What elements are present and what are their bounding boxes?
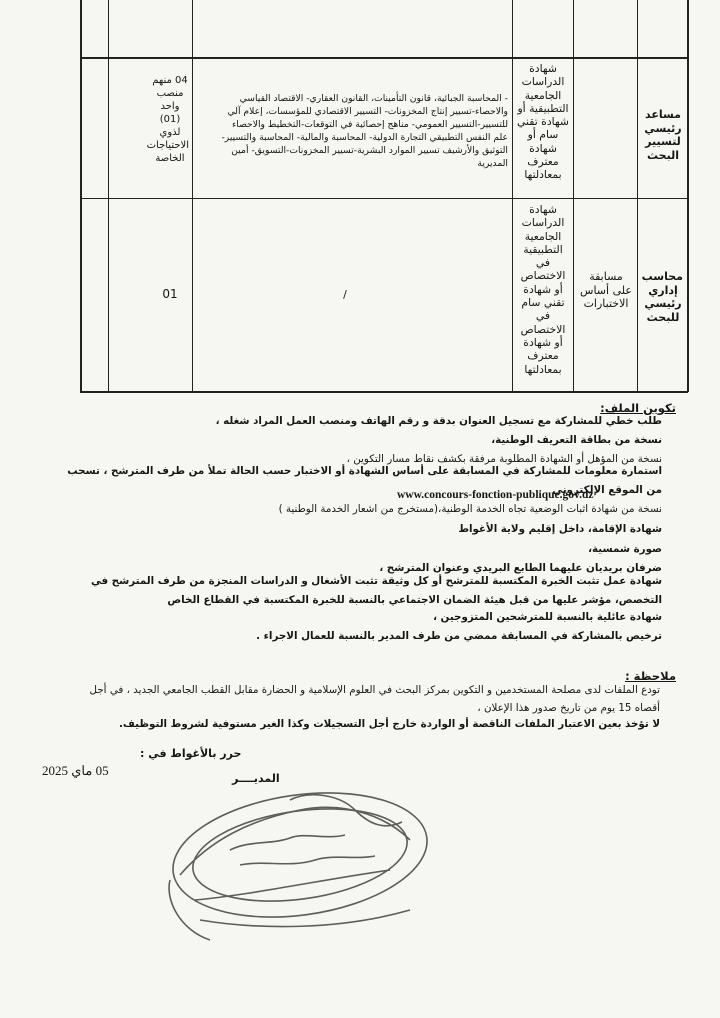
- website-link[interactable]: www.concours-fonction-publique.gov.dz: [397, 489, 594, 501]
- row1-specialties: - المحاسبة الجبائية، قانون التأمينات، القانون العقاري- الاقتصاد القياسي والاحصاء-تسيير إنتاج المخزونات- التسيير الاقتصادي للمؤسسات، إعلام آلي للتسيير-التسيير العمومي- مناهج إحصائية في التوقعات-التخطيط والاحصاء علم النفس التطبيقي التجارة الدولية- المحاسبة والمالية- المحاسبة والتسيير-التوثيق والأرشيف تسيير الموارد البشرية-تسيير المخزونات-التسويق- أمين المديرية: [221, 93, 508, 169]
- row1-posts: 04 منهم منصب واحد (01) لذوي الاحتياجات الخاصة: [146, 75, 189, 164]
- row2-qualification: شهادة الدراسات الجامعية التطبيقية في الاختصاص أو شهادة تقني سام في الاختصاص أو شهادة معترف بمعادلتها: [520, 203, 566, 376]
- file-item-1: طلب خطي للمشاركة مع تسجيل العنوان بدقة و رقم الهاتف ومنصب العمل المراد شغله ،: [215, 415, 662, 427]
- file-item-11: ترخيص بالمشاركة في المسابقة ممضي من طرف المدير بالنسبة للعمال الاجراء .: [256, 630, 662, 642]
- row2-posts: 01: [162, 287, 178, 301]
- file-item-8: ضرفان بريديان عليهما الطابع البريدي وعنوان المترشح ،: [379, 562, 662, 574]
- file-item-2: نسخة من بطاقة التعريف الوطنية،: [491, 434, 662, 446]
- file-item-3: نسخة من المؤهل أو الشهادة المطلوبة مرفقة بكشف نقاط مسار التكوين ،: [346, 453, 662, 465]
- row1-qualification: شهادة الدراسات الجامعية التطبيقية أو شهادة تقني سام أو شهادة معترف بمعادلتها: [517, 62, 569, 182]
- file-item-5: نسخة من شهادة اثبات الوضعية تجاه الخدمة الوطنية،(مستخرج من اشعار الخدمة الوطنية ): [278, 503, 662, 515]
- row2-specialties: /: [343, 288, 347, 301]
- file-item-6: شهادة الإقامة، داخل إقليم ولاية الأغواط: [458, 523, 662, 535]
- notes-heading: ملاحظة :: [625, 669, 676, 683]
- note-1: تودع الملفات لدى مصلحة المستخدمين و التكوين بمركز البحث في العلوم الإسلامية و الحضارة مقابل القطب الجامعي الجديد ، في أجل أقصاه 15 يوم من تاريخ صدور هذا الإعلان ،: [89, 684, 660, 714]
- signature-date: 05 ماي 2025: [42, 763, 109, 778]
- note-2: لا تؤخذ بعين الاعتبار الملفات الناقصة أو الواردة خارج أجل التسجيلات وكذا الغير مستوفية لشروط التوظيف.: [118, 718, 660, 730]
- signature-place: حرر بالأغواط في :: [140, 747, 242, 760]
- file-item-10: شهادة عائلية بالنسبة للمترشحين المتزوجين ،: [433, 611, 662, 623]
- positions-table: [80, 0, 688, 392]
- file-item-4: استمارة معلومات للمشاركة في المسابقة على أساس الشهادة أو الاختبار حسب الحالة تملأ من طرف المترشح ، تسحب من الموقع الإلكتروني: [67, 465, 662, 496]
- file-item-9: شهادة عمل تثبت الخبرة المكتسبة للمترشح أو كل وثيقة تثبت الأشغال و الدراسات المنجزة من طرف المترشح في التخصص، مؤشر عليها من قبل هيئة الضمان الاجتماعي بالنسبة للخبرة المكتسبة في القطاع الخاص: [90, 575, 662, 606]
- official-stamp: [140, 780, 470, 950]
- row2-mode: مسابقة على أساس الاختبارات: [580, 270, 632, 311]
- row2-title: محاسب إداري رئيسي للبحث: [641, 270, 683, 324]
- signature-director: المديــــر: [232, 772, 280, 785]
- row1-title: مساعد رئيسي لتسيير البحث: [644, 108, 682, 162]
- file-item-7: صورة شمسية،: [588, 543, 662, 555]
- file-section-heading: تكوين الملف:: [600, 401, 676, 415]
